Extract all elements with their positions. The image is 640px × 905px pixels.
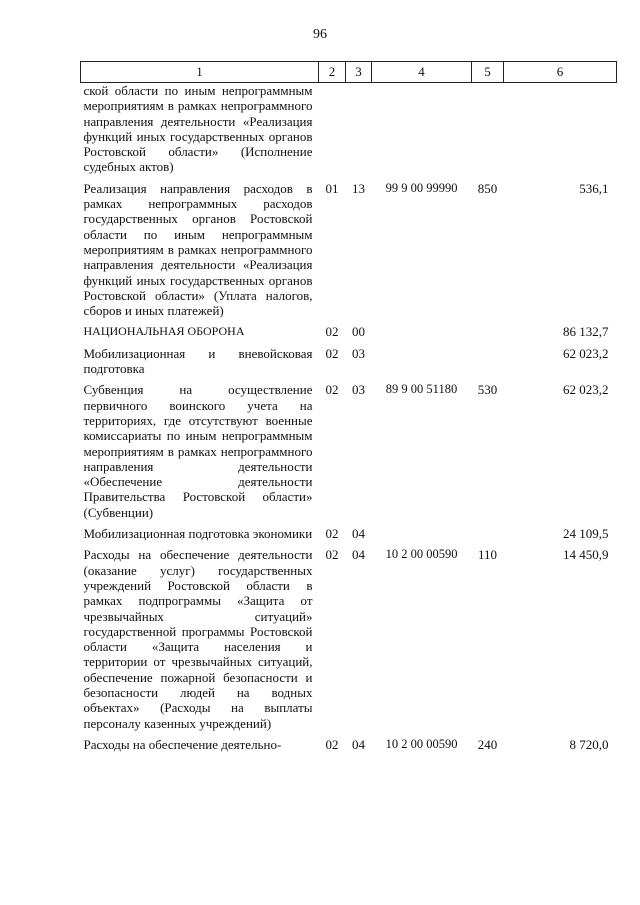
section-code: 02 [325, 736, 339, 752]
subsection-code [346, 83, 372, 175]
amount: 14 450,9 [563, 547, 609, 563]
expense-type-code: 850 [477, 180, 498, 196]
column-header: 4 [372, 62, 472, 83]
table-row [81, 318, 617, 339]
amount: 24 109,5 [563, 526, 609, 542]
page-number: 96 [313, 27, 327, 42]
target-article-code [372, 340, 472, 377]
column-header: 3 [346, 62, 372, 83]
section-code: 02 [325, 324, 339, 340]
column-header: 6 [504, 62, 617, 83]
column-header: 1 [81, 62, 319, 83]
item-name: Субвенция на осуществление первичного воинского учета на территориях, где отсутствуют военные комиссариаты по иным непрограммным мероприятиям в рамках непрограммного направления деятельности «Обеспечение деятельности Правительства Ростовской области» (Субвенции) [83, 382, 313, 520]
table-row [81, 520, 617, 541]
target-article-code [372, 83, 472, 175]
subsection-code: 13 [352, 180, 365, 196]
item-name: Реализация направления расходов в рамках непрограммных расходов государственных органов Ростовской области по иным непрограммным мероприятиям в рамках непрограммного направления деятельности «Реализация функций иных государственных органов Ростовской области» (Уплата налогов, сборов и иных платежей) [83, 180, 313, 319]
expense-type-code [472, 340, 504, 377]
section-code: 01 [325, 180, 339, 196]
amount: 536,1 [579, 180, 609, 196]
budget-table [80, 61, 617, 752]
subsection-code: 03 [352, 382, 365, 398]
amount: 62 023,2 [563, 345, 609, 361]
table-row [81, 376, 617, 520]
expense-type-code [472, 520, 504, 541]
section-code: 02 [325, 526, 339, 542]
expense-type-code: 110 [477, 547, 498, 563]
target-article-code: 99 9 00 99990 [385, 180, 458, 195]
table-row [81, 731, 617, 752]
amount: 86 132,7 [563, 324, 609, 340]
item-name: Мобилизационная подготовка экономики [83, 526, 313, 542]
expense-type-code [472, 318, 504, 339]
item-name: Расходы на обеспечение деятельно- [83, 736, 282, 752]
item-name: ской области по иным непрограммным мероприятиям в рамках непрограммного направления деятельности «Реализация функций иных государственных органов Ростовской области» (Исполнение судебных актов) [83, 83, 313, 175]
target-article-code: 89 9 00 51180 [385, 382, 458, 397]
item-name: НАЦИОНАЛЬНАЯ ОБОРОНА [83, 324, 245, 339]
table-header-row [81, 62, 617, 83]
section-code: 02 [325, 547, 339, 563]
table-row [81, 175, 617, 319]
column-header: 2 [319, 62, 346, 83]
target-article-code [372, 520, 472, 541]
section-code [319, 83, 346, 175]
item-name: Расходы на обеспечение деятельности (оказание услуг) государственных учреждений Ростовской области в рамках подпрограммы «Защита от чрезвычайных ситуаций» государственной программы Ростовской области «Защита населения и территории от чрезвычайных ситуаций, обеспечение пожарной безопасности и безопасности людей на водных объектах» (Расходы на выплаты персоналу казенных учреждений) [83, 547, 313, 731]
table-row [81, 83, 617, 175]
section-code: 02 [325, 382, 339, 398]
target-article-code: 10 2 00 00590 [385, 547, 458, 562]
table-row [81, 541, 617, 731]
subsection-code: 04 [352, 526, 365, 542]
subsection-code: 04 [352, 736, 365, 752]
subsection-code: 03 [352, 345, 365, 361]
expense-type-code: 530 [477, 382, 498, 398]
subsection-code: 04 [352, 547, 365, 563]
amount [504, 83, 617, 175]
amount: 8 720,0 [569, 736, 609, 752]
expense-type-code [472, 83, 504, 175]
target-article-code [372, 318, 472, 339]
section-code: 02 [325, 345, 339, 361]
expense-type-code: 240 [477, 736, 498, 752]
table-row [81, 340, 617, 377]
item-name: Мобилизационная и вневойсковая подготовка [83, 345, 313, 377]
column-header: 5 [472, 62, 504, 83]
amount: 62 023,2 [563, 382, 609, 398]
subsection-code: 00 [352, 324, 365, 340]
target-article-code: 10 2 00 00590 [385, 736, 458, 751]
